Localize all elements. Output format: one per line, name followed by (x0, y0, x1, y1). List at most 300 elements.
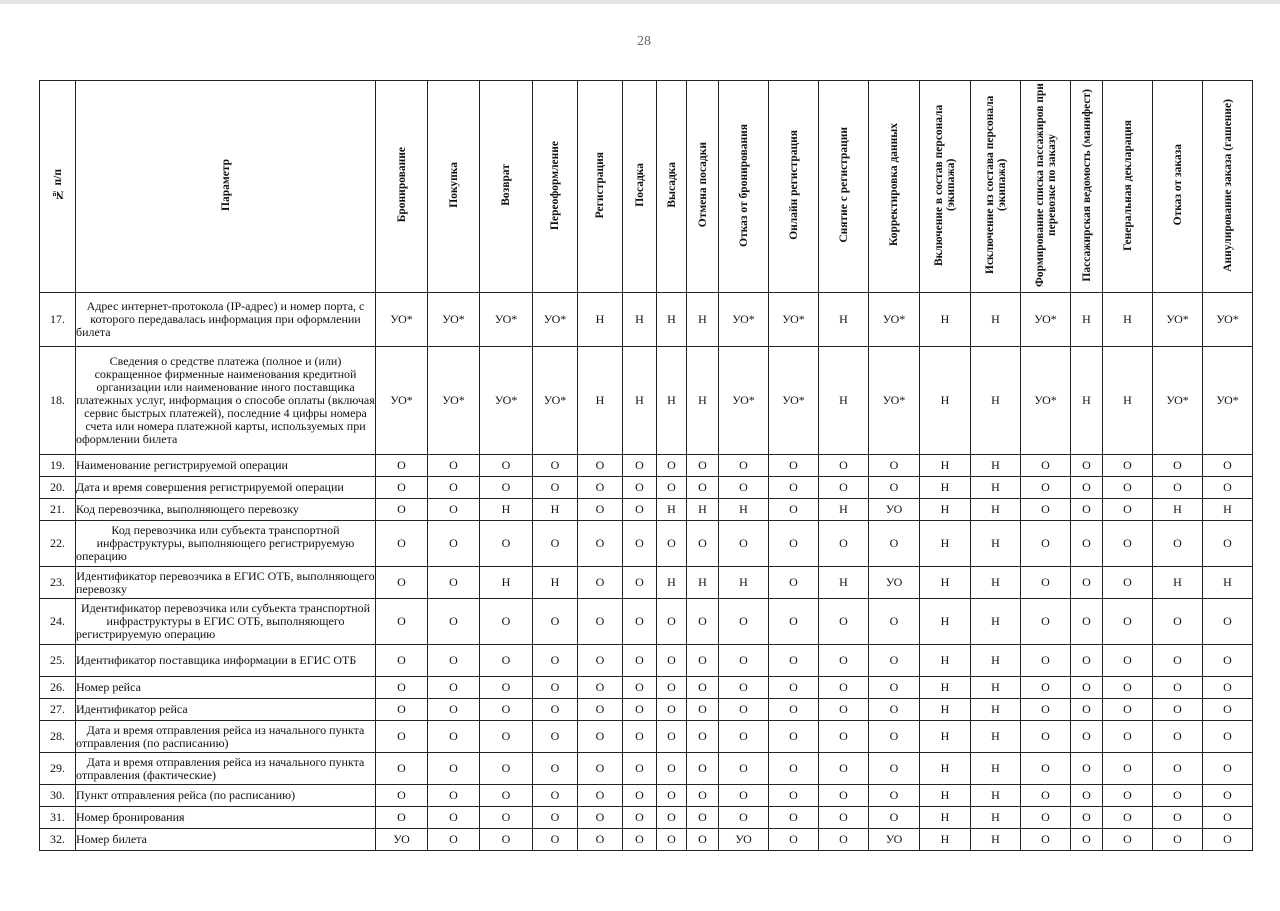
column-header-operation-label: Переоформление (549, 140, 561, 230)
requirement-cell: О (1021, 785, 1071, 807)
column-header-operation-label: Аннулирование заказа (гашение) (1221, 98, 1234, 272)
requirement-cell: О (428, 829, 480, 851)
requirement-cell: О (578, 721, 623, 753)
requirement-cell: Н (920, 347, 971, 455)
requirement-cell: Н (971, 785, 1021, 807)
requirement-cell: О (1021, 521, 1071, 567)
requirement-cell: О (1203, 521, 1253, 567)
requirement-cell: УО* (719, 293, 769, 347)
requirement-cell: О (1021, 455, 1071, 477)
table-row (40, 785, 1253, 807)
requirement-cell: Н (971, 677, 1021, 699)
requirement-cell: О (1103, 477, 1153, 499)
requirement-cell: О (578, 645, 623, 677)
requirement-cell: О (428, 645, 480, 677)
requirement-cell: О (1103, 599, 1153, 645)
requirement-cell: О (1021, 807, 1071, 829)
requirement-cell: О (1071, 753, 1103, 785)
requirement-cell: УО* (480, 347, 533, 455)
requirement-cell: О (869, 753, 920, 785)
requirement-cell: О (480, 753, 533, 785)
requirement-cell: Н (920, 567, 971, 599)
column-header-operation (719, 81, 769, 293)
requirement-cell: О (1021, 829, 1071, 851)
requirement-cell: УО* (1021, 347, 1071, 455)
row-number: 19. (40, 455, 76, 477)
requirement-cell: Н (971, 293, 1021, 347)
requirement-cell: О (428, 721, 480, 753)
requirement-cell: Н (1203, 567, 1253, 599)
requirement-cell: О (480, 599, 533, 645)
requirement-cell: О (623, 599, 657, 645)
requirement-cell: О (623, 807, 657, 829)
requirement-cell: О (657, 521, 687, 567)
requirement-cell: О (769, 645, 819, 677)
parameter-name: Номер билета (76, 829, 376, 851)
requirement-cell: О (869, 785, 920, 807)
requirement-cell: УО* (428, 347, 480, 455)
requirement-cell: О (578, 477, 623, 499)
requirement-cell: О (657, 699, 687, 721)
requirement-cell: О (623, 829, 657, 851)
requirement-cell: О (1071, 521, 1103, 567)
requirement-cell: УО* (533, 293, 578, 347)
parameter-name: Номер рейса (76, 677, 376, 699)
requirement-cell: О (533, 699, 578, 721)
requirement-cell: Н (819, 499, 869, 521)
requirement-cell: О (533, 807, 578, 829)
requirement-cell: О (657, 753, 687, 785)
requirement-cell: О (623, 499, 657, 521)
requirement-cell: О (578, 521, 623, 567)
requirement-cell: О (687, 455, 719, 477)
column-header-operation-label: Покупка (447, 162, 460, 208)
requirement-cell: О (869, 677, 920, 699)
column-header-operation (869, 81, 920, 293)
row-number: 17. (40, 293, 76, 347)
requirement-cell: УО (869, 567, 920, 599)
requirement-cell: О (657, 785, 687, 807)
requirement-cell: О (578, 785, 623, 807)
row-number: 29. (40, 753, 76, 785)
requirement-cell: О (1071, 567, 1103, 599)
requirement-cell: О (376, 785, 428, 807)
requirement-cell: О (719, 645, 769, 677)
top-border (0, 0, 1280, 4)
requirement-cell: О (719, 677, 769, 699)
requirement-cell: О (819, 699, 869, 721)
requirement-cell: О (428, 753, 480, 785)
requirement-cell: О (480, 645, 533, 677)
requirement-cell: О (578, 753, 623, 785)
column-header-operation (1021, 81, 1071, 293)
requirement-cell: О (1071, 785, 1103, 807)
requirement-cell: О (1203, 785, 1253, 807)
column-header-operation (578, 81, 623, 293)
column-header-operation-label: Отказ от заказа (1171, 144, 1184, 226)
column-header-parameter-label: Параметр (219, 159, 232, 211)
requirement-cell: О (623, 721, 657, 753)
column-header-operation-label: Возврат (500, 164, 512, 206)
requirement-cell: О (1153, 699, 1203, 721)
requirement-cell: О (719, 753, 769, 785)
requirement-cell: О (533, 645, 578, 677)
requirement-cell: О (578, 567, 623, 599)
requirement-cell: О (769, 567, 819, 599)
requirement-cell: О (376, 721, 428, 753)
requirement-cell: О (687, 599, 719, 645)
requirement-cell: Н (480, 499, 533, 521)
table-row (40, 807, 1253, 829)
requirement-cell: Н (1203, 499, 1253, 521)
requirement-cell: О (819, 477, 869, 499)
requirement-cell: О (376, 567, 428, 599)
requirement-cell: Н (920, 477, 971, 499)
requirement-cell: Н (971, 521, 1021, 567)
parameter-name: Адрес интернет-протокола (IP-адрес) и номер порта, с которого передавалась информация при оформлении билета (76, 293, 376, 347)
requirement-cell: О (1071, 829, 1103, 851)
requirement-cell: УО* (376, 347, 428, 455)
requirement-cell: О (687, 753, 719, 785)
table-row (40, 829, 1253, 851)
requirement-cell: УО* (428, 293, 480, 347)
row-number: 25. (40, 645, 76, 677)
requirement-cell: Н (623, 347, 657, 455)
column-header-operation (920, 81, 971, 293)
requirement-cell: Н (1071, 347, 1103, 455)
requirement-cell: О (769, 807, 819, 829)
requirement-cell: О (1203, 721, 1253, 753)
requirement-cell: О (1203, 477, 1253, 499)
requirement-cell: О (578, 807, 623, 829)
requirement-cell: УО* (1021, 293, 1071, 347)
column-header-operation-label: Снятие с регистрации (837, 127, 850, 243)
row-number: 24. (40, 599, 76, 645)
requirement-cell: О (819, 721, 869, 753)
requirement-cell: Н (1103, 293, 1153, 347)
requirement-cell: О (1153, 455, 1203, 477)
column-header-operation-label: Исключение из состава персонала (экипажа) (983, 95, 1008, 275)
requirement-cell: О (719, 807, 769, 829)
column-header-number-label: № п/п (51, 169, 64, 201)
requirement-cell: О (533, 599, 578, 645)
requirement-cell: О (533, 677, 578, 699)
requirement-cell: О (1203, 753, 1253, 785)
table-row (40, 677, 1253, 699)
requirement-cell: О (819, 599, 869, 645)
table-row (40, 599, 1253, 645)
requirement-cell: Н (578, 347, 623, 455)
requirement-cell: УО* (376, 293, 428, 347)
requirement-cell: О (1021, 721, 1071, 753)
requirement-cell: Н (719, 499, 769, 521)
requirement-cell: Н (920, 677, 971, 699)
header-row (40, 81, 1253, 293)
requirement-cell: О (1153, 521, 1203, 567)
row-number: 26. (40, 677, 76, 699)
requirement-cell: Н (657, 567, 687, 599)
requirement-cell: О (819, 521, 869, 567)
parameter-name: Наименование регистрируемой операции (76, 455, 376, 477)
requirement-cell: О (819, 677, 869, 699)
parameter-name: Код перевозчика или субъекта транспортной инфраструктуры, выполняющего регистрируемую операцию (76, 521, 376, 567)
requirement-cell: О (1203, 645, 1253, 677)
requirement-cell: УО* (1153, 293, 1203, 347)
parameters-table (39, 80, 1253, 851)
requirement-cell: О (1103, 807, 1153, 829)
requirement-cell: О (869, 477, 920, 499)
requirement-cell: О (869, 455, 920, 477)
requirement-cell: О (376, 477, 428, 499)
requirement-cell: О (1153, 829, 1203, 851)
requirement-cell: О (719, 521, 769, 567)
row-number: 32. (40, 829, 76, 851)
requirement-cell: О (719, 455, 769, 477)
requirement-cell: О (1021, 753, 1071, 785)
requirement-cell: О (1203, 455, 1253, 477)
requirement-cell: УО* (769, 293, 819, 347)
requirement-cell: О (1103, 455, 1153, 477)
requirement-cell: О (819, 753, 869, 785)
requirement-cell: О (376, 599, 428, 645)
requirement-cell: О (376, 677, 428, 699)
requirement-cell: УО (719, 829, 769, 851)
requirement-cell: УО* (533, 347, 578, 455)
requirement-cell: О (480, 477, 533, 499)
column-header-operation-label: Бронирование (395, 147, 408, 223)
requirement-cell: УО* (869, 293, 920, 347)
row-number: 23. (40, 567, 76, 599)
column-header-operation-label: Посадка (633, 163, 646, 207)
requirement-cell: О (428, 699, 480, 721)
row-number: 18. (40, 347, 76, 455)
requirement-cell: О (428, 807, 480, 829)
requirement-cell: О (687, 721, 719, 753)
column-header-operation (623, 81, 657, 293)
requirement-cell: Н (920, 829, 971, 851)
requirement-cell: О (376, 807, 428, 829)
requirement-cell: О (428, 785, 480, 807)
requirement-cell: О (869, 599, 920, 645)
requirement-cell: О (428, 521, 480, 567)
requirement-cell: О (428, 599, 480, 645)
requirement-cell: О (376, 699, 428, 721)
requirement-cell: Н (480, 567, 533, 599)
requirement-cell: О (769, 829, 819, 851)
requirement-cell: О (1103, 829, 1153, 851)
row-number: 30. (40, 785, 76, 807)
table-row (40, 753, 1253, 785)
requirement-cell: О (376, 753, 428, 785)
requirement-cell: О (1071, 477, 1103, 499)
row-number: 27. (40, 699, 76, 721)
requirement-cell: Н (533, 567, 578, 599)
requirement-cell: О (1203, 699, 1253, 721)
column-header-operation (533, 81, 578, 293)
parameter-name: Номер бронирования (76, 807, 376, 829)
requirement-cell: О (623, 455, 657, 477)
requirement-cell: УО* (1203, 293, 1253, 347)
column-header-operation (1103, 81, 1153, 293)
column-header-operation (687, 81, 719, 293)
requirement-cell: О (1153, 721, 1203, 753)
requirement-cell: Н (920, 455, 971, 477)
requirement-cell: Н (971, 721, 1021, 753)
requirement-cell: О (428, 677, 480, 699)
requirement-cell: УО* (1203, 347, 1253, 455)
requirement-cell: О (533, 455, 578, 477)
requirement-cell: О (1103, 721, 1153, 753)
row-number: 21. (40, 499, 76, 521)
requirement-cell: О (719, 599, 769, 645)
requirement-cell: О (623, 477, 657, 499)
requirement-cell: О (1153, 677, 1203, 699)
requirement-cell: УО (376, 829, 428, 851)
requirement-cell: О (769, 499, 819, 521)
requirement-cell: О (623, 785, 657, 807)
requirement-cell: Н (920, 721, 971, 753)
requirement-cell: Н (971, 477, 1021, 499)
requirement-cell: О (480, 829, 533, 851)
requirement-cell: О (719, 785, 769, 807)
requirement-cell: О (657, 807, 687, 829)
parameter-name: Дата и время совершения регистрируемой операции (76, 477, 376, 499)
requirement-cell: О (376, 645, 428, 677)
requirement-cell: О (869, 521, 920, 567)
requirement-cell: О (657, 829, 687, 851)
requirement-cell: О (869, 807, 920, 829)
requirement-cell: О (1021, 499, 1071, 521)
requirement-cell: О (769, 785, 819, 807)
requirement-cell: О (1103, 567, 1153, 599)
requirement-cell: О (769, 521, 819, 567)
requirement-cell: Н (819, 293, 869, 347)
requirement-cell: О (533, 753, 578, 785)
requirement-cell: Н (687, 499, 719, 521)
requirement-cell: О (769, 477, 819, 499)
requirement-cell: О (1203, 807, 1253, 829)
requirement-cell: О (1103, 645, 1153, 677)
requirement-cell: О (1071, 499, 1103, 521)
requirement-cell: Н (971, 753, 1021, 785)
requirement-cell: О (869, 699, 920, 721)
requirement-cell: Н (971, 499, 1021, 521)
column-header-operation (819, 81, 869, 293)
requirement-cell: О (819, 829, 869, 851)
requirement-cell: Н (920, 293, 971, 347)
requirement-cell: Н (687, 567, 719, 599)
parameter-name: Дата и время отправления рейса из начального пункта отправления (по расписанию) (76, 721, 376, 753)
requirement-cell: О (1103, 753, 1153, 785)
requirement-cell: О (623, 521, 657, 567)
requirement-cell: О (480, 677, 533, 699)
table-row (40, 721, 1253, 753)
requirement-cell: О (1071, 455, 1103, 477)
requirement-cell: О (719, 699, 769, 721)
requirement-cell: О (687, 785, 719, 807)
requirement-cell: Н (657, 499, 687, 521)
requirement-cell: О (687, 645, 719, 677)
column-header-operation-label: Отказ от бронирования (737, 123, 750, 247)
requirement-cell: Н (719, 567, 769, 599)
requirement-cell: О (480, 521, 533, 567)
requirement-cell: О (376, 499, 428, 521)
requirement-cell: Н (819, 347, 869, 455)
table-row (40, 347, 1253, 455)
page-number: 28 (637, 34, 651, 49)
requirement-cell: О (480, 807, 533, 829)
requirement-cell: Н (920, 499, 971, 521)
requirement-cell: О (869, 721, 920, 753)
requirement-cell: О (687, 699, 719, 721)
requirement-cell: О (623, 645, 657, 677)
column-header-operation (1153, 81, 1203, 293)
table-body (40, 293, 1253, 851)
requirement-cell: О (1021, 477, 1071, 499)
requirement-cell: О (533, 521, 578, 567)
requirement-cell: О (719, 721, 769, 753)
requirement-cell: О (769, 677, 819, 699)
requirement-cell: О (533, 829, 578, 851)
row-number: 31. (40, 807, 76, 829)
requirement-cell: Н (920, 599, 971, 645)
requirement-cell: Н (971, 645, 1021, 677)
requirement-cell: Н (920, 521, 971, 567)
requirement-cell: О (480, 721, 533, 753)
requirement-cell: О (719, 477, 769, 499)
column-header-operation (657, 81, 687, 293)
requirement-cell: Н (578, 293, 623, 347)
parameter-name: Дата и время отправления рейса из начального пункта отправления (фактические) (76, 753, 376, 785)
requirement-cell: О (533, 721, 578, 753)
requirement-cell: Н (971, 599, 1021, 645)
requirement-cell: О (687, 829, 719, 851)
requirement-cell: О (657, 721, 687, 753)
requirement-cell: О (769, 699, 819, 721)
requirement-cell: О (1071, 807, 1103, 829)
parameter-name: Пункт отправления рейса (по расписанию) (76, 785, 376, 807)
requirement-cell: О (1203, 829, 1253, 851)
requirement-cell: Н (1103, 347, 1153, 455)
requirement-cell: О (1103, 499, 1153, 521)
requirement-cell: О (687, 807, 719, 829)
column-header-parameter (76, 81, 376, 293)
table-header (40, 81, 1253, 293)
requirement-cell: УО* (869, 347, 920, 455)
parameter-name: Идентификатор перевозчика в ЕГИС ОТБ, выполняющего перевозку (76, 567, 376, 599)
column-header-operation-label: Высадка (665, 162, 678, 208)
requirement-cell: О (1071, 721, 1103, 753)
requirement-cell: О (578, 829, 623, 851)
column-header-operation-label: Формирование списка пассажиров при перевозке по заказу (1033, 83, 1058, 287)
requirement-cell: О (623, 677, 657, 699)
requirement-cell: О (623, 567, 657, 599)
requirement-cell: О (819, 807, 869, 829)
requirement-cell: О (1203, 599, 1253, 645)
requirement-cell: О (1071, 599, 1103, 645)
requirement-cell: О (869, 645, 920, 677)
requirement-cell: О (769, 599, 819, 645)
requirement-cell: Н (920, 645, 971, 677)
column-header-operation (480, 81, 533, 293)
requirement-cell: Н (1071, 293, 1103, 347)
column-header-operation (971, 81, 1021, 293)
requirement-cell: О (428, 499, 480, 521)
requirement-cell: О (1203, 677, 1253, 699)
requirement-cell: Н (623, 293, 657, 347)
requirement-cell: О (623, 699, 657, 721)
requirement-cell: О (1153, 785, 1203, 807)
